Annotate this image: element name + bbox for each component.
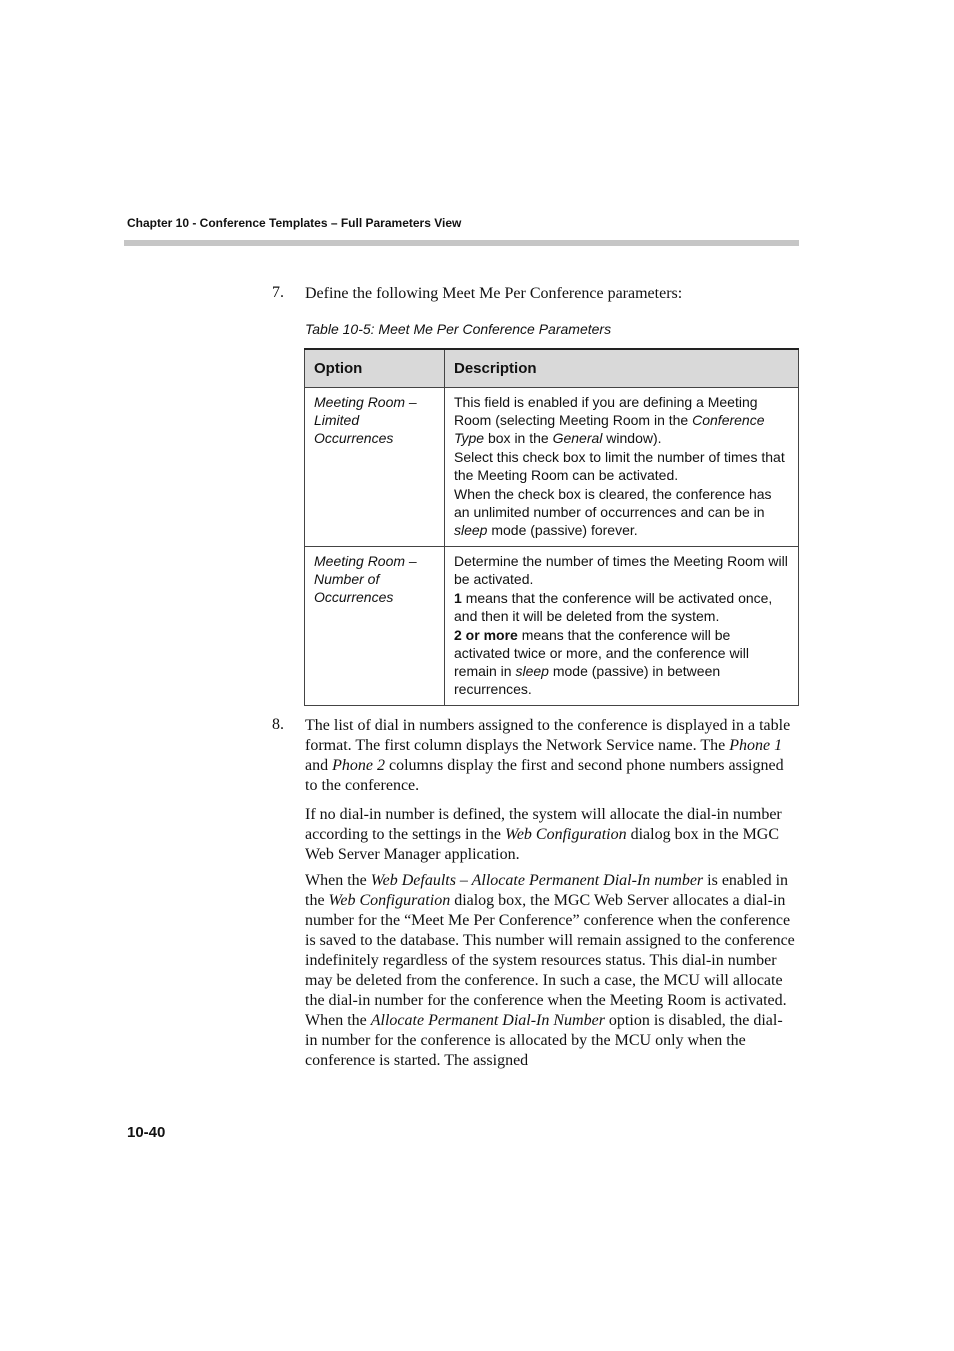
italic-term: sleep [515,663,549,679]
italic-term: Phone 2 [332,757,385,774]
text: mode (passive) in between recurrences. [454,663,721,697]
italic-term: Phone 1 [729,737,783,754]
parameters-table [304,348,799,706]
text: columns display the first and second phone numbers assigned to the conference. [305,757,784,794]
text: This field is enabled if you are defining a Meeting Room (selecting Meeting Room in the [454,394,758,428]
option-cell: Meeting Room – Number of Occurrences [305,547,445,706]
header-rule [124,240,799,246]
description-paragraph [454,393,790,447]
step-8-number: 8. [272,716,284,733]
step-7-number: 7. [272,284,284,301]
italic-term: General [552,430,603,446]
description-paragraph: Select this check box to limit the number of times that the Meeting Room can be activated. [454,449,785,483]
text: dialog box, the MGC Web Server allocates a dial-in number for the “Meet Me Per Conference” conference when the conference is saved to the database. This number will remain assigned to the conference indefinitely regardless of the system resources status. This dial-in number may be deleted from the conference. In such a case, the MCU will allocate the dial-in number for the conference when the Meeting Room is activated. When the [305,892,795,1029]
description-paragraph [454,626,790,698]
bold-term: 1 [454,590,462,606]
text: When the [305,872,367,889]
text: is enabled in the [305,872,789,909]
text: window). [606,430,662,446]
step-8-paragraph-2 [305,805,795,865]
description-cell [445,388,799,547]
description-paragraph [454,485,790,539]
italic-term: sleep [454,522,488,538]
column-header-description: Description [445,349,799,388]
description-paragraph [454,589,790,625]
chapter-header: Chapter 10 - Conference Templates – Full Parameters View [127,216,462,230]
text: and [305,757,329,774]
bold-term: 2 or more [454,627,518,643]
text: box in the [487,430,549,446]
step-8-paragraph-3 [305,871,795,1071]
text: mode (passive) forever. [491,522,638,538]
page-number: 10-40 [127,1124,166,1141]
description-cell [445,547,799,706]
text: If no dial-in number is defined, the system will allocate the dial-in number according to the settings in the [305,806,782,843]
italic-term: Web Configuration [504,826,627,843]
text: The list of dial in numbers assigned to the conference is displayed in a table format. The first column displays the Network Service name. The [305,717,791,754]
column-header-option: Option [305,349,445,388]
text: means that the conference will be activated once, and then it will be deleted from the system. [454,590,773,624]
text: means that the conference will be activated twice or more, and the conference will remain in [454,627,749,679]
italic-term: Web Defaults – Allocate Permanent Dial-In number [370,872,704,889]
description-paragraph: Determine the number of times the Meeting Room will be activated. [454,553,788,587]
text: option is disabled, the dial-in number for the conference is allocated by the MCU only when the conference is started. The assigned [305,1012,783,1069]
italic-term: Web Configuration [328,892,451,909]
option-cell: Meeting Room – Limited Occurrences [305,388,445,547]
text: dialog box in the MGC Web Server Manager application. [305,826,780,863]
table-row [305,388,799,547]
step-8-paragraph-1 [305,716,795,796]
text: When the check box is cleared, the conference has an unlimited number of occurrences and can be in [454,486,772,520]
italic-term: Allocate Permanent Dial-In Number [370,1012,605,1029]
table-header-row [305,349,799,388]
step-7-text: Define the following Meet Me Per Conference parameters: [305,285,683,302]
italic-term: Conference Type [454,412,765,446]
table-caption: Table 10-5: Meet Me Per Conference Parameters [305,321,612,337]
table-row [305,547,799,706]
